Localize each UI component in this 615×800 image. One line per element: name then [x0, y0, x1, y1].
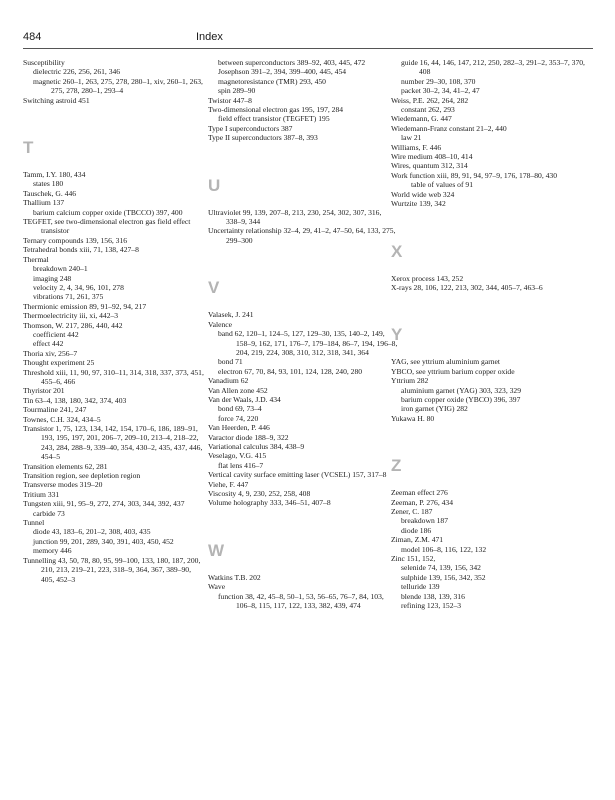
index-subentry: field effect transistor (TEGFET) 195 — [218, 114, 330, 124]
index-entry: Variational calculus 384, 438–9 — [208, 441, 305, 451]
letter-heading: Z — [391, 456, 402, 476]
index-entry: Tetrahedral bonds xiii, 71, 138, 427–8 — [23, 245, 139, 255]
index-subentry: effect 442 — [33, 339, 64, 349]
index-subentry: aluminium garnet (YAG) 303, 323, 329 — [401, 385, 522, 395]
index-entry: Two-dimensional electron gas 195, 197, 284 — [208, 105, 344, 115]
index-entry: Thermoelectricity iii, xi, 442–3 — [23, 311, 119, 321]
index-entry: Tritium 331 — [23, 489, 60, 499]
index-entry: Zinc 151, 152, — [391, 554, 436, 563]
letter-heading: U — [208, 175, 221, 195]
index-entry: Townes, C.H. 324, 434–5 — [23, 414, 101, 424]
page-number: 484 — [23, 31, 42, 43]
index-entry: Twistor 447–8 — [208, 95, 252, 105]
index-entry: Valence — [208, 319, 233, 329]
index-entry: Wiedemann, G. 447 — [391, 114, 452, 124]
index-entry: Uncertainty relationship 32–4, 29, 41–2, 47–50, 64, 133, 275, 299–300 — [208, 226, 396, 245]
index-subentry: electron 67, 70, 84, 93, 101, 124, 128, 240, 280 — [218, 366, 363, 376]
index-subentry: Josephson 391–2, 394, 399–400, 445, 454 — [218, 67, 347, 77]
index-subentry: bond 69, 73–4 — [218, 404, 262, 414]
index-entry: Van der Waals, J.D. 434 — [208, 394, 281, 404]
index-subentry: between superconductors 389–92, 403, 445, 472 — [218, 58, 366, 67]
index-subentry: constant 262, 293 — [401, 105, 455, 115]
index-entry: Vanadium 62 — [208, 376, 249, 386]
index-entry: Yukawa H. 80 — [391, 413, 435, 423]
index-entry: TEGFET, see two-dimensional electron gas field effect transistor — [23, 217, 191, 236]
index-subentry: selenide 74, 139, 156, 342 — [401, 563, 481, 573]
index-entry: Transition elements 62, 281 — [23, 461, 108, 471]
index-entry: Veselago, V.G. 415 — [208, 451, 267, 461]
index-subentry: sulphide 139, 156, 342, 352 — [401, 572, 486, 582]
index-subentry: magnetoresistance (TMR) 293, 450 — [218, 76, 326, 86]
index-entry: Williams, F. 446 — [391, 142, 442, 152]
index-subentry: blende 138, 139, 316 — [401, 591, 465, 601]
running-head: Index — [196, 31, 223, 43]
index-subentry: number 29–30, 108, 370 — [401, 76, 476, 86]
index-entry: Tunnel — [23, 518, 45, 528]
index-subentry: barium calcium copper oxide (TBCCO) 397, 400 — [33, 207, 183, 217]
index-subentry: iron garnet (YIG) 282 — [401, 404, 468, 414]
index-subentry: band 62, 120–1, 124–5, 127, 129–30, 135, 140–2, 149, 158–9, 162, 171, 176–7, 179–184, 86–7, 194, 196–8, 204, 219, 224, 308, 310, 312, 318, 341, 364 — [218, 329, 398, 357]
index-subentry: carbide 73 — [33, 508, 65, 518]
letter-heading: X — [391, 241, 403, 261]
index-entry: Tungsten xiii, 91, 95–9, 272, 274, 303, 344, 392, 437 — [23, 499, 185, 509]
letter-heading: Y — [391, 325, 403, 345]
index-entry: Thermionic emission 89, 91–92, 94, 217 — [23, 301, 147, 311]
index-entry: YAG, see yttrium aluminium garnet — [391, 357, 501, 367]
index-entry: Wiedemann-Franz constant 21–2, 440 — [391, 123, 507, 133]
index-subentry: bond 71 — [218, 357, 243, 367]
index-subentry: breakdown 187 — [401, 516, 449, 526]
index-entry: Zeeman, P. 276, 434 — [391, 497, 454, 507]
index-entry: Xerox process 143, 252 — [391, 273, 464, 283]
index-entry: Yttrium 282 — [391, 376, 429, 386]
index-subentry: coefficient 442 — [33, 329, 79, 339]
index-subentry: dielectric 226, 256, 261, 346 — [33, 67, 121, 77]
index-entry: Thyristor 201 — [23, 386, 65, 396]
index-entry: Ternary compounds 139, 156, 316 — [23, 235, 128, 245]
index-entry: Tauschek, G. 446 — [23, 188, 77, 198]
index-subentry: imaging 248 — [33, 273, 72, 283]
index-entry: Wire medium 408–10, 414 — [391, 152, 473, 162]
index-entry: Type I superconductors 387 — [208, 123, 293, 133]
index-entry: Van Allen zone 452 — [208, 385, 268, 395]
index-entry: X-rays 28, 106, 122, 213, 302, 344, 405–7, 463–6 — [391, 282, 543, 292]
header-rule — [23, 48, 593, 49]
index-subentry: packet 30–2, 34, 41–2, 47 — [401, 86, 480, 96]
index-entry: Tourmaline 241, 247 — [23, 405, 87, 415]
index-subentry: diode 186 — [401, 525, 432, 535]
index-entry: Watkins T.B. 202 — [208, 572, 261, 582]
index-entry: Tunnelling 43, 50, 78, 80, 95, 99–100, 133, 180, 187, 200, 210, 213, 219–21, 223, 318–9, 364, 367, 389–90, 405, 452–3 — [23, 555, 201, 584]
index-entry: Weiss, P.E. 262, 264, 282 — [391, 95, 469, 105]
index-subentry: diode 43, 183–6, 201–2, 308, 403, 435 — [33, 527, 151, 537]
index-entry: Thomson, W. 217, 286, 440, 442 — [23, 320, 123, 330]
index-entry: Transition region, see depletion region — [23, 471, 141, 481]
index-entry: Switching astroid 451 — [23, 95, 90, 105]
index-entry: Volume holography 333, 346–51, 407–8 — [208, 498, 331, 508]
index-entry: Vertical cavity surface emitting laser (VCSEL) 157, 317–8 — [208, 470, 387, 480]
index-entry: Work function xiii, 89, 91, 94, 97–9, 176, 178–80, 430 — [391, 170, 558, 180]
index-entry: Thought experiment 25 — [23, 358, 95, 368]
index-subentry: barium copper oxide (YBCO) 396, 397 — [401, 394, 521, 404]
index-entry: YBCO, see yttrium barium copper oxide — [391, 366, 515, 376]
index-entry: World wide web 324 — [391, 189, 455, 199]
index-subentry: flat lens 416–7 — [218, 460, 264, 470]
index-subentry: vibrations 71, 261, 375 — [33, 292, 104, 302]
letter-heading: W — [208, 540, 225, 560]
index-entry: Thoria xiv, 256–7 — [23, 348, 78, 358]
index-entry: Thermal — [23, 254, 49, 264]
index-entry: Wave — [208, 582, 226, 592]
index-entry: Transistor 1, 75, 123, 134, 142, 154, 170–6, 186, 189–91, 193, 195, 197, 201, 206–7, 209–10, 213–4, 218–22, 243, 284, 288–9, 339–40, 354, 430–2, 435, 437, 446, 454–5 — [23, 424, 203, 462]
index-column-2 — [208, 58, 398, 610]
index-entry: Zeeman effect 276 — [391, 488, 448, 498]
index-entry: Wurtzite 139, 342 — [391, 199, 446, 209]
letter-heading: V — [208, 278, 220, 298]
index-subentry: states 180 — [33, 179, 64, 189]
index-entry: Varactor diode 188–9, 322 — [208, 432, 289, 442]
index-entry: Wires, quantum 312, 314 — [391, 161, 468, 171]
letter-heading: T — [23, 138, 34, 158]
index-subentry: spin 289–90 — [218, 86, 256, 96]
index-entry: Transverse modes 319–20 — [23, 480, 103, 490]
index-entry: Viscosity 4, 9, 230, 252, 258, 408 — [208, 489, 311, 498]
index-entry: Van Heerden, P. 446 — [208, 423, 270, 433]
index-entry: Susceptibility — [23, 58, 65, 67]
index-entry: Tin 63–4, 138, 180, 342, 374, 403 — [23, 395, 127, 405]
index-subentry: model 106–8, 116, 122, 132 — [401, 544, 487, 554]
index-entry: Ziman, Z.M. 471 — [391, 535, 444, 545]
index-subentry: junction 99, 201, 289, 340, 391, 403, 450, 452 — [33, 536, 174, 546]
index-subentry: law 21 — [401, 133, 422, 143]
index-entry: Threshold xiii, 11, 90, 97, 310–11, 314, 318, 337, 373, 451, 455–6, 466 — [23, 367, 204, 386]
index-column-1 — [23, 58, 205, 584]
index-entry: Thallium 137 — [23, 198, 65, 208]
index-entry: Zener, C. 187 — [391, 506, 433, 516]
index-subentry: magnetic 260–1, 263, 275, 278, 280–1, xiv, 260–1, 263, 275, 278, 280–1, 293–4 — [33, 76, 203, 96]
index-subentry: memory 446 — [33, 546, 72, 556]
index-subentry: refining 123, 152–3 — [401, 601, 462, 611]
index-subentry: telluride 139 — [401, 582, 440, 592]
index-subentry: guide 16, 44, 146, 147, 212, 250, 282–3, 291–2, 353–7, 370, 408 — [401, 58, 585, 77]
index-entry: Viehe, F. 447 — [208, 479, 249, 489]
index-entry: Type II superconductors 387–8, 393 — [208, 133, 318, 143]
index-entry: Valasek, J. 241 — [208, 310, 254, 320]
index-subentry: velocity 2, 4, 34, 96, 101, 278 — [33, 282, 124, 292]
index-subentry: function 38, 42, 45–8, 50–1, 53, 56–65, 76–7, 84, 103, 106–8, 115, 117, 122, 133, 382, 439, 474 — [218, 591, 384, 611]
index-subentry: breakdown 240–1 — [33, 264, 88, 274]
index-entry: Ultraviolet 99, 139, 207–8, 213, 230, 254, 302, 307, 316, 338–9, 344 — [208, 207, 382, 227]
index-column-3 — [391, 58, 596, 610]
index-subentry: table of values of 91 — [411, 180, 473, 190]
index-subentry: force 74, 220 — [218, 413, 259, 423]
index-entry: Tamm, I.Y. 180, 434 — [23, 170, 86, 180]
